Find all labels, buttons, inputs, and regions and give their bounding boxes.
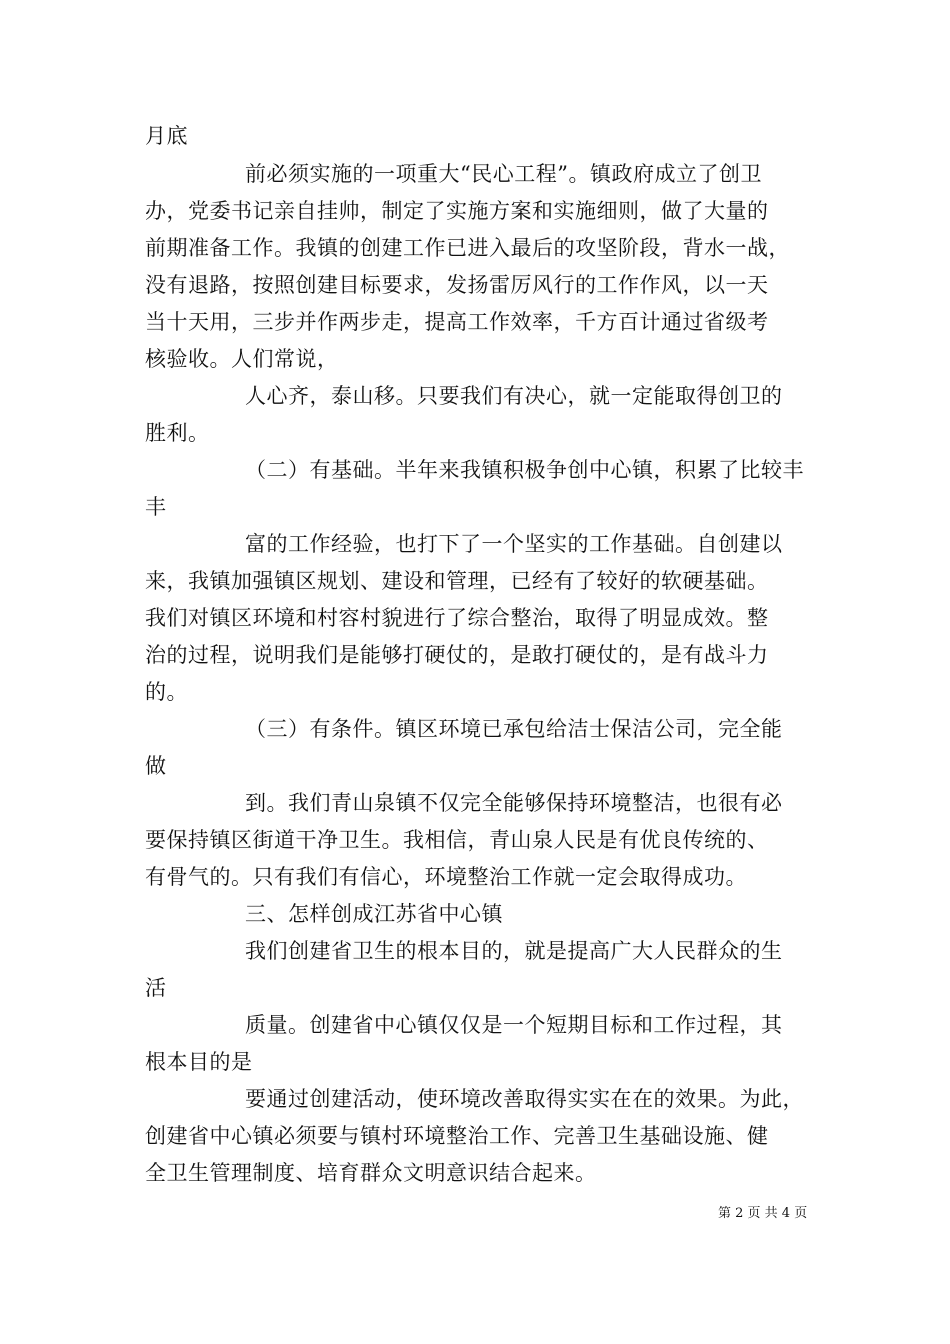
text-line: 没有退路，按照创建目标要求，发扬雷厉风行的工作作风，以一天 bbox=[145, 273, 769, 297]
text-line: 月底 bbox=[145, 124, 188, 148]
text-line: 要通过创建活动，使环境改善取得实实在在的效果。为此， bbox=[245, 1087, 804, 1111]
text-line: 到。我们青山泉镇不仅完全能够保持环境整洁，也很有必 bbox=[245, 791, 783, 815]
text-line: 人心齐，泰山移。只要我们有决心，就一定能取得创卫的 bbox=[245, 384, 783, 408]
text-line: 要保持镇区街道干净卫生。我相信，青山泉人民是有优良传统的、 bbox=[145, 828, 769, 852]
text-line: 我们对镇区环境和村容村貌进行了综合整治，取得了明显成效。整 bbox=[145, 606, 769, 630]
text-line: 治的过程，说明我们是能够打硬仗的，是敢打硬仗的，是有战斗力 bbox=[145, 643, 769, 667]
text-line: 核验收。人们常说， bbox=[145, 347, 339, 371]
text-line: 当十天用，三步并作两步走，提高工作效率，千方百计通过省级考 bbox=[145, 310, 769, 334]
text-line: 前必须实施的一项重大“民心工程”。镇政府成立了创卫 bbox=[245, 162, 762, 186]
text-line: 胜利。 bbox=[145, 421, 210, 445]
page-footer: 第 2 页 共 4 页 bbox=[718, 1206, 808, 1221]
text-line: （二）有基础。半年来我镇积极争创中心镇，积累了比较丰 bbox=[245, 458, 804, 482]
text-line: 质量。创建省中心镇仅仅是一个短期目标和工作过程，其 bbox=[245, 1013, 783, 1037]
text-line: 丰 bbox=[145, 495, 167, 519]
text-line: 做 bbox=[145, 754, 167, 778]
section-heading: 三、怎样创成江苏省中心镇 bbox=[245, 902, 503, 926]
text-line: 的。 bbox=[145, 680, 188, 704]
text-line: 富的工作经验，也打下了一个坚实的工作基础。自创建以 bbox=[245, 532, 783, 556]
text-line: 来，我镇加强镇区规划、建设和管理，已经有了较好的软硬基础。 bbox=[145, 569, 769, 593]
text-line: 我们创建省卫生的根本目的，就是提高广大人民群众的生 bbox=[245, 939, 783, 963]
text-line: 有骨气的。只有我们有信心，环境整治工作就一定会取得成功。 bbox=[145, 865, 747, 889]
text-line: 根本目的是 bbox=[145, 1050, 253, 1074]
text-line: 全卫生管理制度、培育群众文明意识结合起来。 bbox=[145, 1161, 597, 1185]
text-line: 办，党委书记亲自挂帅，制定了实施方案和实施细则，做了大量的 bbox=[145, 199, 769, 223]
text-line: 创建省中心镇必须要与镇村环境整治工作、完善卫生基础设施、健 bbox=[145, 1124, 769, 1148]
text-line: 前期准备工作。我镇的创建工作已进入最后的攻坚阶段，背水一战， bbox=[145, 236, 790, 260]
text-line: 活 bbox=[145, 976, 167, 1000]
text-line: （三）有条件。镇区环境已承包给洁士保洁公司，完全能 bbox=[245, 717, 783, 741]
